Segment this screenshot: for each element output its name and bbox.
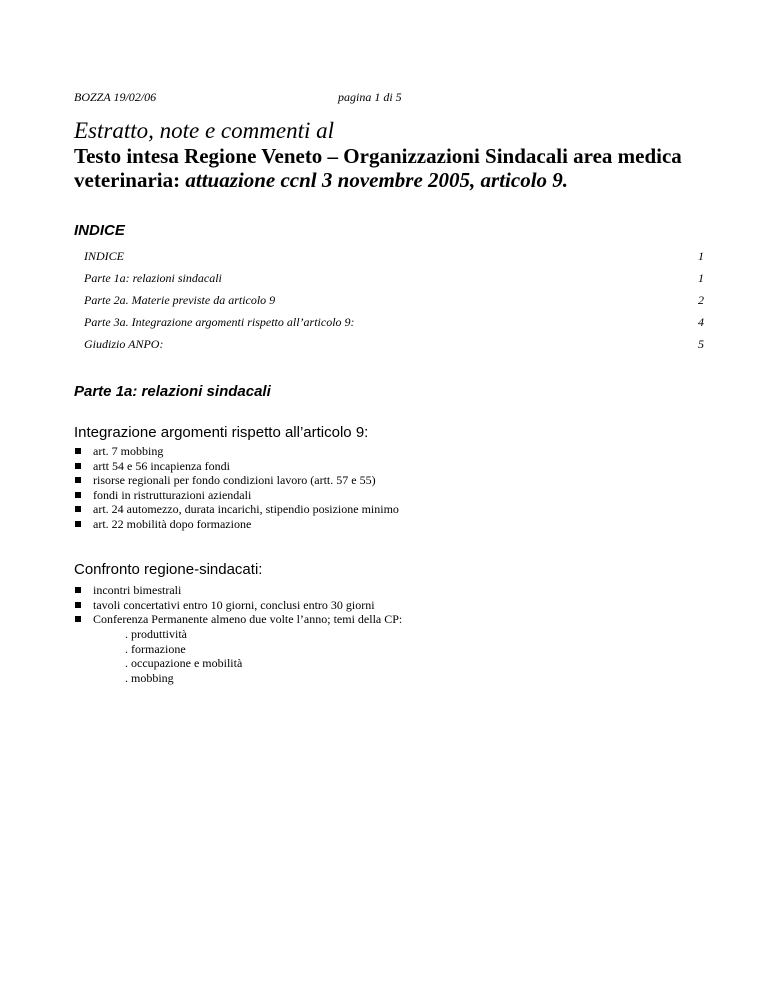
list-item: . formazione bbox=[125, 641, 186, 656]
list-item: Conferenza Permanente almeno due volte l’anno; temi della CP: bbox=[74, 612, 402, 627]
toc-entry-label: Parte 1a: relazioni sindacali bbox=[84, 271, 222, 285]
square-bullet-icon bbox=[75, 463, 81, 469]
page-number: pagina 1 di 5 bbox=[338, 90, 402, 104]
list-item: . mobbing bbox=[125, 670, 174, 685]
list-item: . produttività bbox=[125, 627, 187, 641]
square-bullet-icon bbox=[75, 492, 81, 498]
toc-entry-page: 1 bbox=[698, 271, 704, 285]
title-line-3-emphasis: attuazione ccnl 3 novembre 2005, articolo 9. bbox=[185, 168, 569, 192]
toc-entry-label: Giudizio ANPO: bbox=[84, 337, 164, 351]
toc-entry-label: INDICE bbox=[84, 249, 124, 263]
cp-topics-list bbox=[74, 627, 242, 685]
list-item: art. 7 mobbing bbox=[74, 444, 399, 459]
draft-date: BOZZA 19/02/06 bbox=[74, 90, 157, 104]
toc-entry[interactable] bbox=[84, 293, 704, 315]
toc-entry-page: 2 bbox=[698, 293, 704, 307]
square-bullet-icon bbox=[75, 587, 81, 593]
square-bullet-icon bbox=[75, 616, 81, 622]
square-bullet-icon bbox=[75, 602, 81, 608]
toc-entry-page: 4 bbox=[698, 315, 704, 329]
toc-entry-label: Parte 2a. Materie previste da articolo 9 bbox=[84, 293, 276, 307]
square-bullet-icon bbox=[75, 521, 81, 527]
part1-heading: Parte 1a: relazioni sindacali bbox=[74, 383, 271, 400]
toc-entry-page: 1 bbox=[698, 249, 704, 263]
toc-entry[interactable] bbox=[84, 337, 704, 359]
toc-entry-label: Parte 3a. Integrazione argomenti rispetto all’articolo 9: bbox=[84, 315, 355, 329]
list-item: art. 22 mobilità dopo formazione bbox=[74, 517, 399, 532]
square-bullet-icon bbox=[75, 448, 81, 454]
toc-entry[interactable] bbox=[84, 315, 704, 337]
toc-entry[interactable] bbox=[84, 249, 704, 271]
square-bullet-icon bbox=[75, 477, 81, 483]
list-item: fondi in ristrutturazioni aziendali bbox=[74, 488, 399, 503]
integration-heading: Integrazione argomenti rispetto all’articolo 9: bbox=[74, 424, 369, 441]
list-item: risorse regionali per fondo condizioni lavoro (artt. 57 e 55) bbox=[74, 473, 399, 488]
confronto-list bbox=[74, 583, 402, 627]
table-of-contents bbox=[84, 249, 704, 359]
list-item: incontri bimestrali bbox=[74, 583, 402, 598]
list-item: tavoli concertativi entro 10 giorni, conclusi entro 30 giorni bbox=[74, 598, 402, 613]
toc-entry[interactable] bbox=[84, 271, 704, 293]
title-line-1: Estratto, note e commenti al bbox=[74, 118, 334, 143]
list-item: artt 54 e 56 incapienza fondi bbox=[74, 459, 399, 474]
document-title bbox=[74, 118, 734, 192]
index-heading: INDICE bbox=[74, 222, 125, 239]
confronto-heading: Confronto regione-sindacati: bbox=[74, 561, 263, 578]
list-item: . occupazione e mobilità bbox=[125, 656, 243, 670]
title-line-3-plain: veterinaria: bbox=[74, 168, 186, 192]
title-line-3 bbox=[74, 168, 734, 192]
integration-list bbox=[74, 444, 399, 531]
square-bullet-icon bbox=[75, 506, 81, 512]
toc-entry-page: 5 bbox=[698, 337, 704, 351]
list-item: art. 24 automezzo, durata incarichi, stipendio posizione minimo bbox=[74, 502, 399, 517]
title-line-2: Testo intesa Regione Veneto – Organizzazioni Sindacali area medica bbox=[74, 144, 682, 168]
